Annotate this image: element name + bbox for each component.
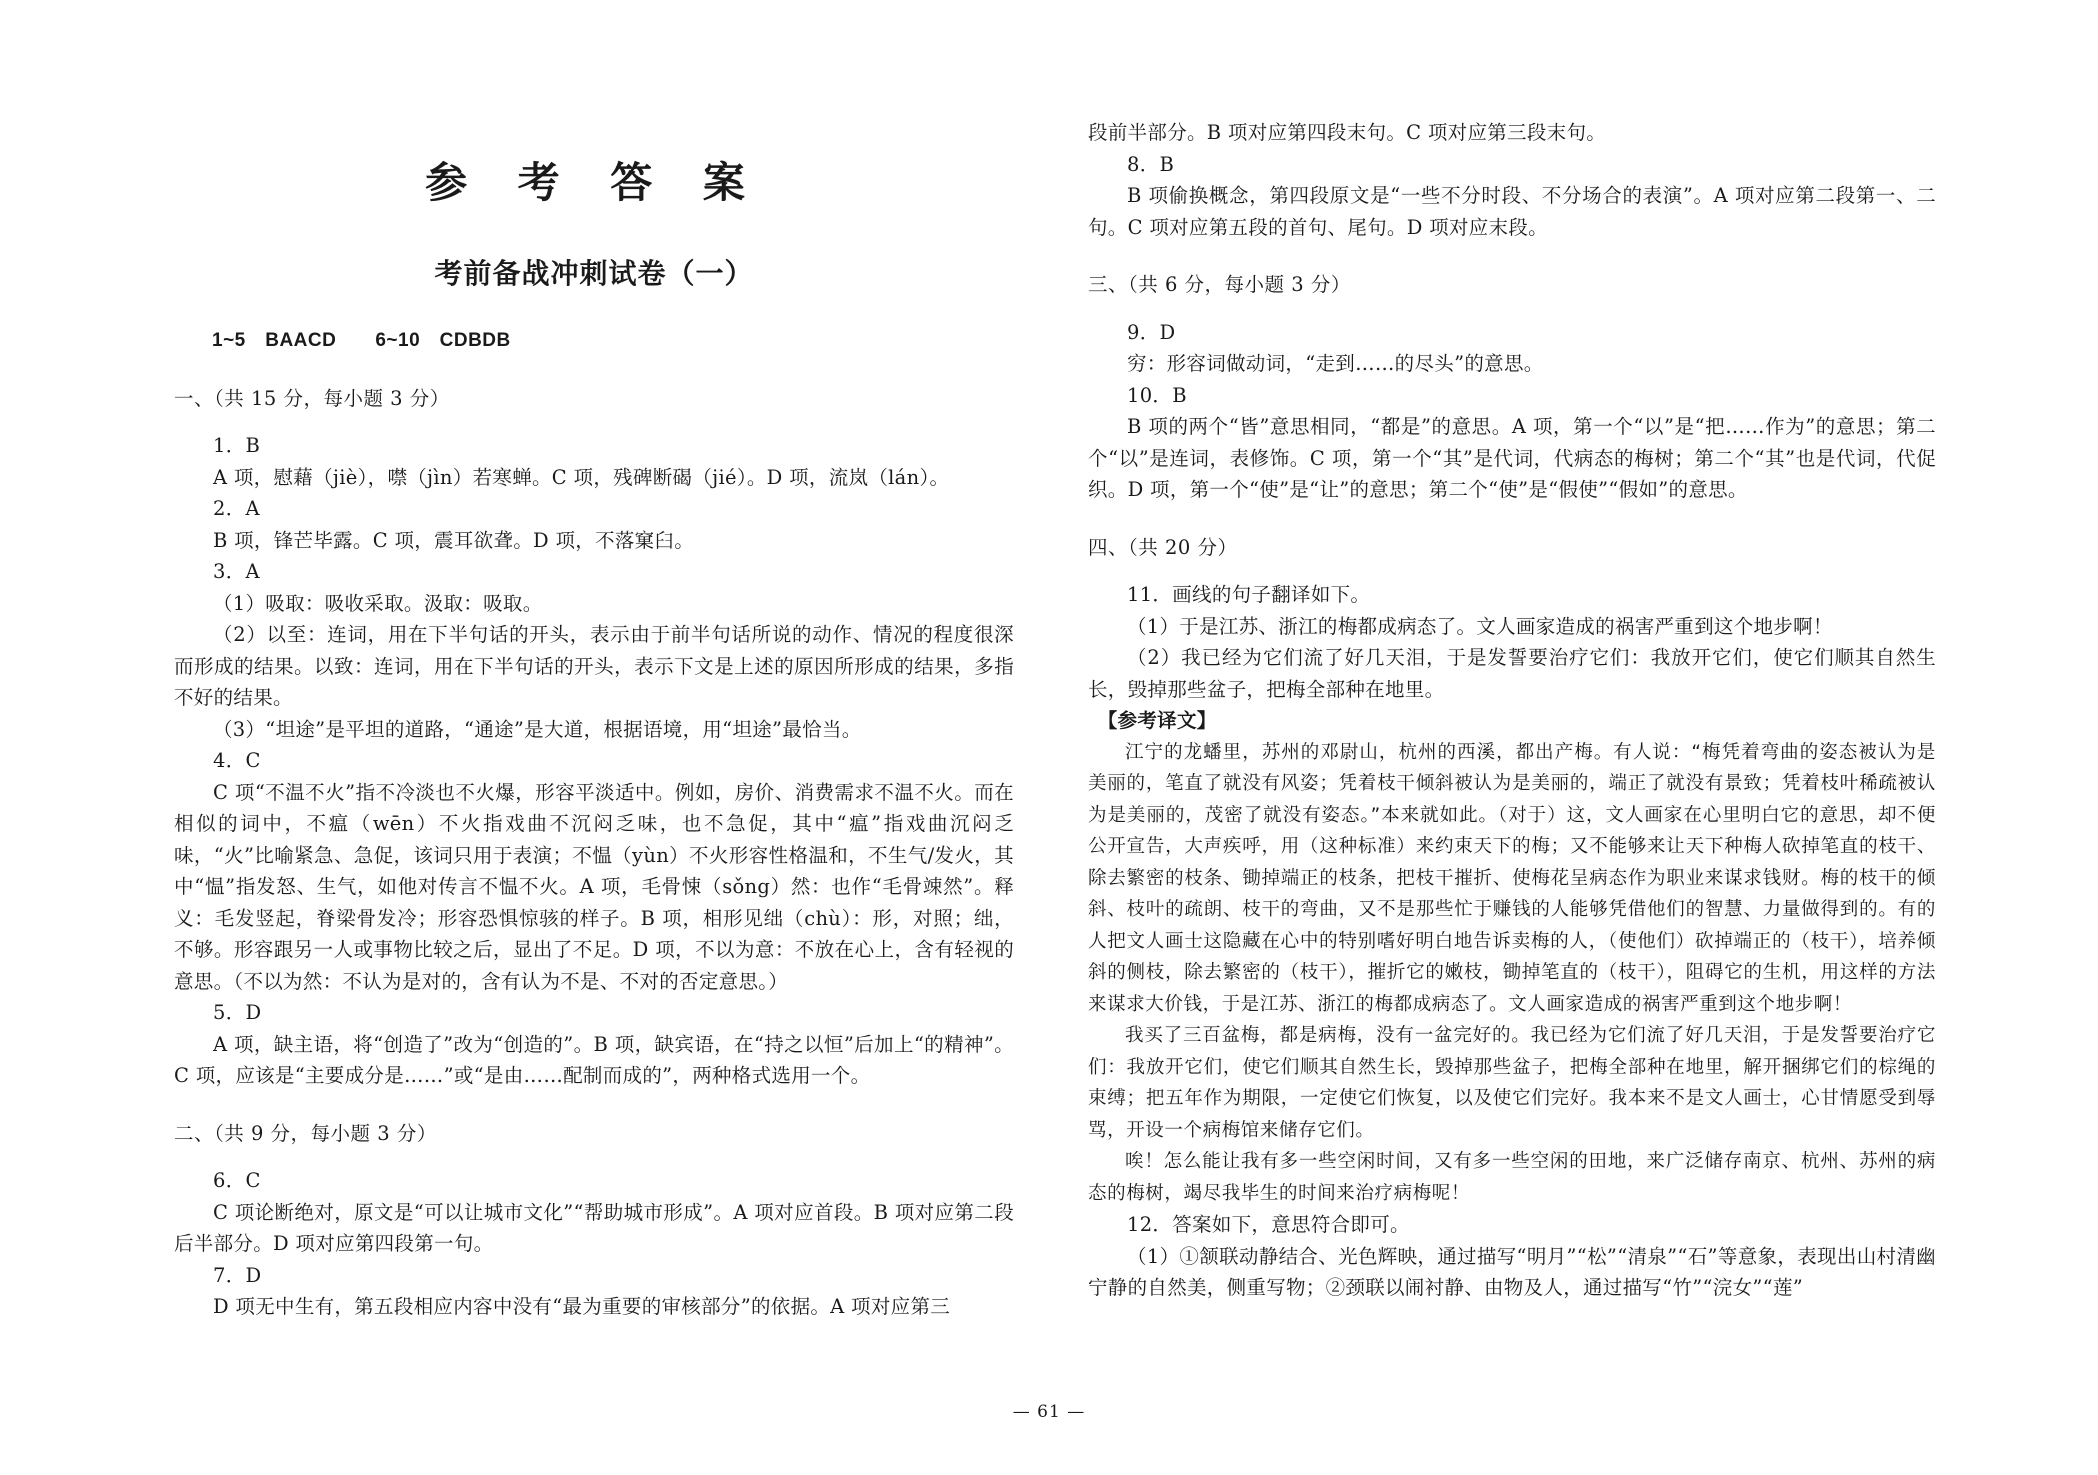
answer-explanation: A 项，慰藉（jiè），噤（jìn）若寒蝉。C 项，残碑断碣（jié）。D 项，流岚（lán）。: [213, 465, 950, 489]
left-column: [174, 0, 1014, 1323]
answer-explanation: C 项“不温不火”指不冷淡也不火爆，形容平淡适中。例如，房价、消费需求不温不火。而在相似的词中，不瘟（wēn）不火指戏曲不沉闷乏味，也不急促，其中“瘟”指戏曲沉闷乏味，“火”比喻紧急、急促，该词只用于表演；不愠（yùn）不火形容性格温和，不生气/发火，其中“愠”指发怒、生气，如他对传言不愠不火。A 项，毛骨悚（sǒng）然：也作“毛骨竦然”。释义：毛发竖起，脊梁骨发冷；形容恐惧惊骇的样子。B 项，相形见绌（chù）：形，对照；绌，不够。形容跟另一人或事物比较之后，显出了不足。D 项，不以为意：不放在心上，含有轻视的意思。（不以为然：不认为是对的，含有认为不是、不对的否定意思。）: [174, 780, 1014, 993]
translation-paragraph: 唉！怎么能让我有多一些空闲时间，又有多一些空闲的田地，来广泛储存南京、杭州、苏州的病态的梅树，竭尽我毕生的时间来治疗病梅呢！: [1088, 1151, 1936, 1204]
question-number: 5．D: [213, 1001, 262, 1024]
answer-explanation: 段前半部分。B 项对应第四段末句。C 项对应第三段末句。: [1088, 121, 1607, 144]
question-number: 10．B: [1127, 383, 1187, 407]
question-number: 4．C: [213, 749, 261, 772]
page-number: — 61 —: [1012, 1402, 1086, 1422]
answer-explanation: （1）于是江苏、浙江的梅都成病态了。文人画家造成的祸害严重到这个地步啊！: [1127, 614, 1833, 638]
answer-explanation: B 项偷换概念，第四段原文是“一些不分时段、不分场合的表演”。A 项对应第二段第一、二句。C 项对应第五段的首句、尾句。D 项对应末段。: [1088, 184, 1936, 239]
answer-explanation: D 项无中生有，第五段相应内容中没有“最为重要的审核部分”的依据。A 项对应第三: [213, 1295, 951, 1318]
question-number: 7．D: [213, 1263, 262, 1287]
question-number: 11．画线的句子翻译如下。: [1127, 583, 1371, 606]
answer-explanation: 穷：形容词做动词，“走到……的尽头”的意思。: [1127, 352, 1544, 375]
page-title: 参 考 答 案: [425, 158, 763, 207]
answer-explanation: B 项，锋芒毕露。C 项，震耳欲聋。D 项，不落窠臼。: [213, 528, 695, 552]
section-heading: 二、（共 9 分，每小题 3 分）: [174, 1121, 437, 1145]
right-column: [1088, 0, 1936, 1304]
question-number: 9．D: [1127, 320, 1176, 344]
question-number: 6．C: [213, 1169, 261, 1192]
answer-explanation: A 项，缺主语，将“创造了”改为“创造的”。B 项，缺宾语，在“持之以恒”后加上“的精神”。C 项，应该是“主要成分是……”或“是由……配制而成的”，两种格式选用一个。: [174, 1032, 1014, 1087]
section-heading: 三、（共 6 分，每小题 3 分）: [1088, 273, 1351, 296]
translation-paragraph: 我买了三百盆梅，都是病梅，没有一盆完好的。我已经为它们流了好几天泪，于是发誓要治疗它们：我放开它们，使它们顺其自然生长，毁掉那些盆子，把梅全部种在地里，解开捆绑它们的棕绳的束缚；把五年作为期限，一定使它们恢复，以及使它们完好。我本来不是文人画士，心甘情愿受到辱骂，开设一个病梅馆来储存它们。: [1088, 1025, 1936, 1141]
section-heading: 四、（共 20 分）: [1088, 535, 1238, 559]
answer-explanation: C 项论断绝对，原文是“可以让城市文化”“帮助城市形成”。A 项对应首段。B 项对应第二段后半部分。D 项对应第四段第一句。: [174, 1200, 1014, 1255]
question-number: 8．B: [1127, 152, 1175, 176]
question-number: 1．B: [213, 434, 261, 457]
answer-explanation: B 项的两个“皆”意思相同，“都是”的意思。A 项，第一个“以”是“把……作为”的意思；第二个“以”是连词，表修饰。C 项，第一个“其”是代词，代病态的梅树；第二个“其”也是代词，代促织。D 项，第一个“使”是“让”的意思；第二个“使”是“假使”“假如”的意思。: [1088, 415, 1936, 501]
answer-explanation: （2）以至：连词，用在下半句话的开头，表示由于前半句话所说的动作、情况的程度很深而形成的结果。以致：连词，用在下半句话的开头，表示下文是上述的原因所形成的结果，多指不好的结果。: [174, 623, 1014, 709]
answer-explanation: （3）“坦途”是平坦的道路，“通途”是大道，根据语境，用“坦途”最恰当。: [213, 717, 862, 741]
question-number: 2．A: [213, 497, 260, 520]
section-heading: 一、（共 15 分，每小题 3 分）: [174, 386, 450, 410]
reference-translation-label: 【参考译文】: [1097, 709, 1217, 732]
exam-subtitle: 考前备战冲刺试卷（一）: [434, 257, 754, 290]
answer-key-summary: 1~5 BAACD 6~10 CDBDB: [212, 330, 511, 351]
translation-paragraph: 江宁的龙蟠里，苏州的邓尉山，杭州的西溪，都出产梅。有人说：“梅凭着弯曲的姿态被认为是美丽的，笔直了就没有风姿；凭着枝干倾斜被认为是美丽的，端正了就没有景致；凭着枝叶稀疏被认为是美丽的，茂密了就没有姿态。”本来就如此。（对于）这，文人画家在心里明白它的意思，却不便公开宣告，大声疾呼，用（这种标准）来约束天下的梅；又不能够来让天下种梅人砍掉笔直的枝干、除去繁密的枝条、锄掉端正的枝条，把枝干摧折、使梅花呈病态作为职业来谋求钱财。梅的枝干的倾斜、枝叶的疏朗、枝干的弯曲，又不是那些忙于赚钱的人能够凭借他们的智慧、力量做得到的。有的人把文人画士这隐藏在心中的特别嗜好明白地告诉卖梅的人，（使他们）砍掉端正的（枝干），培养倾斜的侧枝，除去繁密的（枝干），摧折它的嫩枝，锄掉笔直的（枝干），阻碍它的生机，用这样的方法来谋求大价钱，于是江苏、浙江的梅都成病态了。文人画家造成的祸害严重到这个地步啊！: [1088, 741, 1936, 1015]
question-number: 12．答案如下，意思符合即可。: [1127, 1213, 1410, 1236]
answer-explanation: （2）我已经为它们流了好几天泪，于是发誓要治疗它们：我放开它们，使它们顺其自然生长，毁掉那些盆子，把梅全部种在地里。: [1088, 646, 1936, 701]
answer-explanation: （1）吸取：吸收采取。汲取：吸取。: [213, 591, 543, 615]
question-number: 3．A: [213, 560, 260, 583]
answer-explanation: （1）①颔联动静结合、光色辉映，通过描写“明月”“松”“清泉”“石”等意象，表现出山村清幽宁静的自然美，侧重写物；②颈联以闹衬静、由物及人，通过描写“竹”“浣女”“莲”: [1088, 1244, 1936, 1299]
